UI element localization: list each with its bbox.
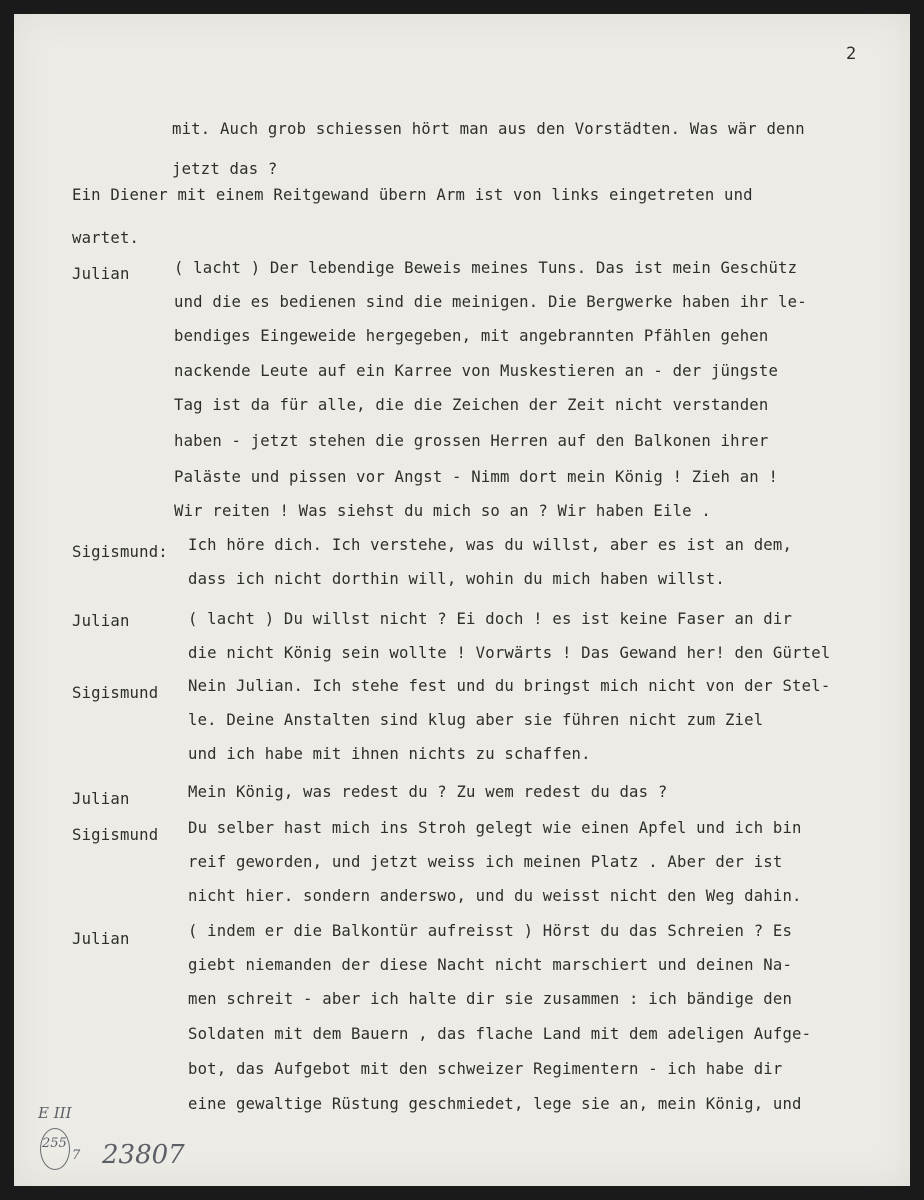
folio-number: 255: [42, 1136, 67, 1151]
text-line: Du selber hast mich ins Stroh gelegt wie einen Apfel und ich bin: [188, 819, 802, 837]
speaker-label: Sigismund:: [72, 543, 168, 561]
text-line: nackende Leute auf ein Karree von Muskestieren an - der jüngste: [174, 362, 779, 380]
text-line: Soldaten mit dem Bauern , das flache Land mit dem adeligen Aufge-: [188, 1025, 812, 1043]
page-number: 2: [846, 44, 857, 64]
text-line: Ich höre dich. Ich verstehe, was du willst, aber es ist an dem,: [188, 536, 793, 554]
text-line: ( lacht ) Der lebendige Beweis meines Tuns. Das ist mein Geschütz: [174, 259, 798, 277]
text-line: bendiges Eingeweide hergegeben, mit angebrannten Pfählen gehen: [174, 327, 769, 345]
text-line: mit. Auch grob schiessen hört man aus den Vorstädten. Was wär denn: [172, 120, 805, 138]
text-line: und ich habe mit ihnen nichts zu schaffen.: [188, 745, 591, 763]
speaker-label: Sigismund: [72, 826, 159, 844]
speaker-label: Julian: [72, 265, 130, 283]
speaker-label: Julian: [72, 612, 130, 630]
text-line: men schreit - aber ich halte dir sie zusammen : ich bändige den: [188, 990, 793, 1008]
archive-shelfmark: E III: [38, 1104, 72, 1122]
text-line: Paläste und pissen vor Angst - Nimm dort mein König ! Zieh an !: [174, 468, 779, 486]
speaker-label: Sigismund: [72, 684, 159, 702]
text-line: ( lacht ) Du willst nicht ? Ei doch ! es ist keine Faser an dir: [188, 610, 793, 628]
text-line: le. Deine Anstalten sind klug aber sie führen nicht zum Ziel: [188, 711, 764, 729]
text-line: ( indem er die Balkontür aufreisst ) Hörst du das Schreien ? Es: [188, 922, 793, 940]
text-line: jetzt das ?: [172, 160, 278, 178]
speaker-label: Julian: [72, 790, 130, 808]
text-line: Nein Julian. Ich stehe fest und du bringst mich nicht von der Stel-: [188, 677, 831, 695]
text-line: nicht hier. sondern anderswo, und du weisst nicht den Weg dahin.: [188, 887, 802, 905]
text-line: die nicht König sein wollte ! Vorwärts ! Das Gewand her! den Gürtel: [188, 644, 831, 662]
typescript-page: [14, 14, 910, 1186]
text-line: giebt niemanden der diese Nacht nicht marschiert und deinen Na-: [188, 956, 793, 974]
text-line: eine gewaltige Rüstung geschmiedet, lege sie an, mein König, und: [188, 1095, 802, 1113]
stage-direction: wartet.: [72, 229, 140, 247]
text-line: und die es bedienen sind die meinigen. Die Bergwerke haben ihr le-: [174, 293, 807, 311]
speaker-label: Julian: [72, 930, 130, 948]
text-line: haben - jetzt stehen die grossen Herren auf den Balkonen ihrer: [174, 432, 769, 450]
text-line: reif geworden, und jetzt weiss ich meinen Platz . Aber der ist: [188, 853, 783, 871]
text-line: bot, das Aufgebot mit den schweizer Regimentern - ich habe dir: [188, 1060, 783, 1078]
text-line: Tag ist da für alle, die die Zeichen der Zeit nicht verstanden: [174, 396, 769, 414]
stage-direction: Ein Diener mit einem Reitgewand übern Arm ist von links eingetreten und: [72, 186, 753, 204]
text-line: Mein König, was redest du ? Zu wem redest du das ?: [188, 783, 668, 801]
text-line: Wir reiten ! Was siehst du mich so an ? Wir haben Eile .: [174, 502, 711, 520]
folio-suffix: 7: [72, 1148, 81, 1163]
inventory-number: 23807: [102, 1140, 185, 1170]
text-line: dass ich nicht dorthin will, wohin du mich haben willst.: [188, 570, 725, 588]
